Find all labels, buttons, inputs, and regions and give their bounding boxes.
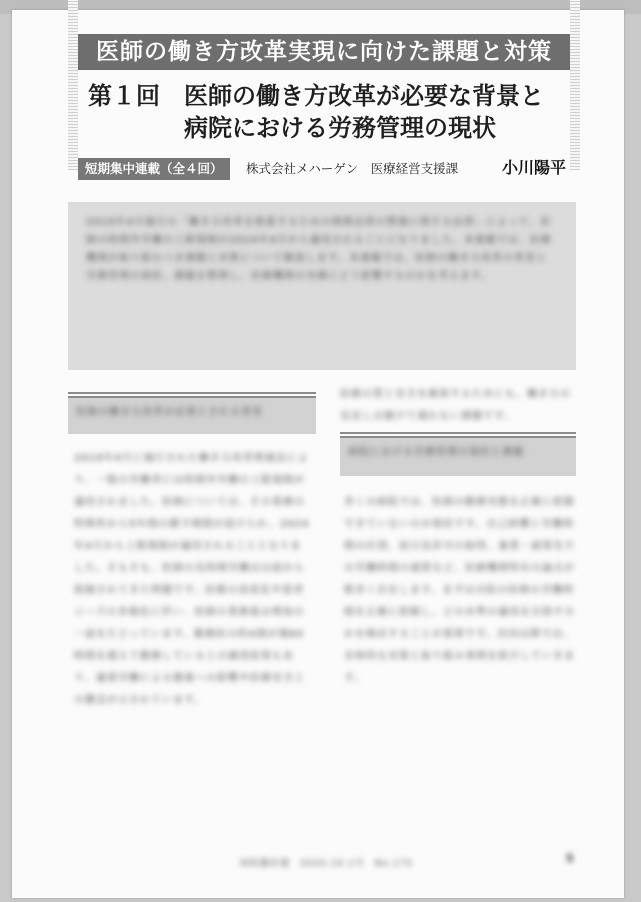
decorative-hatch-left xyxy=(68,0,78,170)
right-column-body: 多くの病院では、医師の勤務実態を正確に把握できていないのが現状です。自己研鑽と労働時間の区別、宿日直許可の取得、兼業・副業先での労働時間の通算など、医療機関特有の論点が数多く存在します。まずは自院の医師の労働時間を正確に把握し、どの水準の適用を目指すのかを検討することが重要です。次回以降では、具体的な対策と取り組み事例を紹介していきます。 xyxy=(344,497,575,684)
left-subheading-text: 医師の働き方改革が必要とされる背景 xyxy=(76,407,263,418)
title-line-1: 医師の働き方改革が必要な背景と xyxy=(184,82,544,110)
right-column-rule xyxy=(340,432,576,434)
author-name: 小川陽平 xyxy=(501,158,566,177)
right-subheading-text: 病院における労務管理の現状と課題 xyxy=(348,447,524,458)
series-tag: 短期集中連載（全４回） xyxy=(78,158,230,180)
byline xyxy=(78,158,570,180)
left-column-body: 2019年4月に施行された働き方改革関連法により、一般の労働者には時間外労働の上限規制が適用されました。医師については、その業務の特殊性から5年間の猶予期間が設けられ、2024年4月から上限規制が適用されることとなりました。そもそも、医師の長時間労働は以前から指摘されてきた問題です。医療の高度化や患者ニーズの多様化に伴い、医師の業務量は増加の一途をたどっています。勤務医の約4割が週60時間を超えて勤務しているとの調査結果もあり、過重労働による健康への影響や医療安全上の懸念が示されています。 xyxy=(74,453,310,706)
episode-number: 第１回 xyxy=(88,82,160,110)
article-title xyxy=(88,80,568,144)
left-subheading xyxy=(68,396,316,434)
author-affiliation: 株式会社メハーゲン 医療経営支援課 xyxy=(246,161,459,176)
title-line-2: 病院における労務管理の現状 xyxy=(184,114,496,142)
left-column-rule xyxy=(68,392,316,394)
series-title-banner: 医師の働き方改革実現に向けた課題と対策 xyxy=(78,34,570,70)
lead-text: 2019年4月施行の「働き方改革を推進するための関係法律の整備に関する法律」によって、医師の時間外労働の上限規制が2024年4月から適用されることになりました。本連載では、医療機関が取り組むべき課題と対策について解説します。本連載では、医師の働き方改革の背景と労務管理の現状、課題を整理し、医療機関の実務にどう影響するのかを考えます。 xyxy=(86,217,552,282)
right-column-top: 医療の質と安全を確保するためにも、働き方の見直しは避けて通れない課題です。 xyxy=(340,389,571,422)
decorative-hatch-right xyxy=(570,0,580,170)
right-subheading xyxy=(340,436,576,476)
page-number: 5 xyxy=(566,852,574,865)
page-footer: 病院羅針盤 2020.10.1号 No.175 xyxy=(240,859,413,869)
lead-box xyxy=(68,202,576,370)
